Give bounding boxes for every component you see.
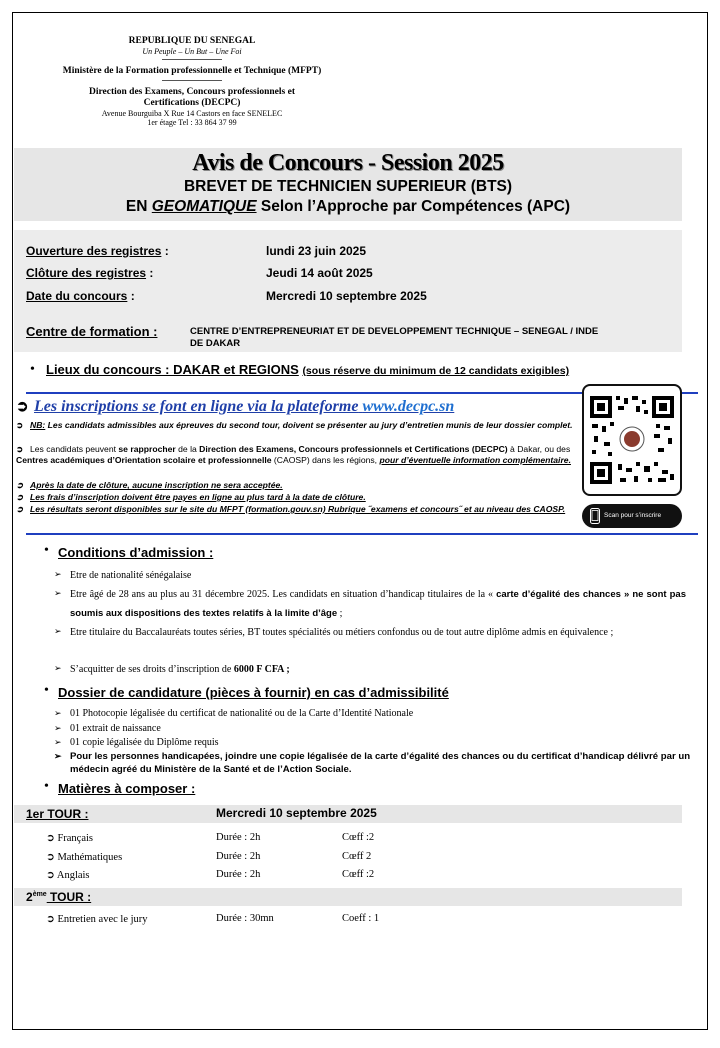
lieux-label: Lieux du concours : DAKAR et REGIONS <box>46 362 299 377</box>
conditions-title: Conditions d’admission : <box>58 545 214 560</box>
tour-1-date: Mercredi 10 septembre 2025 <box>216 806 377 820</box>
subject-coeff: Cœff 2 <box>342 851 372 862</box>
condition-item: ➢ S’acquitter de ses droits d’inscription de 6000 F CFA ; <box>54 663 290 675</box>
date-value-opening: lundi 23 juin 2025 <box>266 244 367 258</box>
nb-note: ➲ NB: Les candidats admissibles aux épreuves du second tour, doivent se présenter au jury d’entretien munis de leur dossier complet. <box>16 420 573 430</box>
republic-name: REPUBLIQUE DU SENEGAL <box>128 36 256 46</box>
qr-code-icon <box>584 386 680 494</box>
tour-1-label: 1er TOUR : <box>26 807 89 821</box>
dossier-item: ➢ Pour les personnes handicapées, joindre une copie légalisée de la carte d’égalité des chances ou du certificat d’handicap délivré par un médecin agréé du Ministère de la Santé et de l’Action Sociale. <box>54 751 691 776</box>
dossier-title: Dossier de candidature (pièces à fournir) en cas d’admissibilité <box>58 685 449 700</box>
centre-box <box>14 310 682 352</box>
tour-2-row <box>14 888 682 906</box>
after-close-note: ➲ Après la date de clôture, aucune inscription ne sera acceptée. <box>16 480 283 490</box>
scan-to-register-badge[interactable] <box>582 504 682 528</box>
title-box <box>14 148 682 221</box>
date-label-closing: Clôture des registres : <box>26 266 154 280</box>
scan-label: Scan pour s’inscrire <box>604 512 662 519</box>
date-value-exam: Mercredi 10 septembre 2025 <box>266 289 427 303</box>
direction-phone: 1er étage Tel : 33 864 37 99 <box>147 118 237 128</box>
phone-icon <box>590 508 600 524</box>
qr-code[interactable] <box>582 384 682 496</box>
condition-item: ➢ Etre de nationalité sénégalaise <box>54 569 192 581</box>
header-divider <box>162 59 222 60</box>
bullet-icon: • <box>30 362 35 377</box>
page-title: Avis de Concours - Session 2025 <box>192 150 504 176</box>
subject-coeff: Cœff :2 <box>342 869 375 880</box>
date-label-opening: Ouverture des registres : <box>26 244 169 258</box>
subject-duration: Durée : 2h <box>216 869 261 880</box>
results-note: ➲ Les résultats seront disponibles sur le site du MFPT (formation.gouv.sn) Rubrique ˝examens et concours˝ et au niveau des CAOSP. <box>16 504 566 514</box>
dossier-item: ➢ 01 extrait de naissance <box>54 723 161 734</box>
header-divider <box>162 80 222 81</box>
subject-coeff: Cœff :2 <box>342 832 375 843</box>
direction-address: Avenue Bourguiba X Rue 14 Castors en face SENELEC <box>101 108 283 118</box>
subject-duration: Durée : 30mn <box>216 913 274 924</box>
bullet-icon: • <box>44 779 49 794</box>
subject-coeff: Coeff : 1 <box>342 913 380 924</box>
subject-name: ➲ Entretien avec le jury <box>46 914 148 925</box>
ministry-name: Ministère de la Formation professionnelle et Technique (MFPT) <box>62 66 322 77</box>
matieres-title: Matières à composer : <box>58 781 196 796</box>
tour-1-row <box>14 805 682 823</box>
bullet-icon: • <box>44 543 49 558</box>
condition-item: ➢ Etre titulaire du Baccalauréats toutes séries, BT toutes spécialités ou métiers confondus ou de tout autre diplôme admis en équivalence ; <box>54 626 614 638</box>
bts-line-2-suffix: Selon l’Approche par Compétences (APC) <box>260 198 571 216</box>
dossier-item: ➢ 01 copie légalisée du Diplôme requis <box>54 737 219 748</box>
bts-line-2-prefix: EN <box>125 198 148 216</box>
condition-item: ➢ Etre âgé de 28 ans au plus au 31 décembre 2025. Les candidats en situation d’handicap titulaires de la « carte d’égalité des chances » ne sont pas soumis aux dispositions des textes relatifs à la limite d’âge ; <box>54 588 686 620</box>
date-label-exam: Date du concours : <box>26 289 135 303</box>
header-block <box>62 36 322 127</box>
tour-2-label: 2ème TOUR : <box>26 890 92 904</box>
contact-note: ➲ Les candidats peuvent se rapprocher de la Direction des Examens, Concours professionnels et Certifications (DECPC) à Dakar, ou des Centres académiques d’Orientation scolaire et professionnelle (CAOSP) dans les régions, pour d’éventuelle information complémentaire. <box>16 444 571 465</box>
fees-note: ➲ Les frais d’inscription doivent être payes en ligne au plus tard à la date de clôture. <box>16 492 366 502</box>
subject-duration: Durée : 2h <box>216 851 261 862</box>
direction-name: Direction des Examens, Concours professionnels et Certifications (DECPC) <box>88 87 295 108</box>
platform-link[interactable]: www.decpc.sn <box>362 398 455 415</box>
subject-duration: Durée : 2h <box>216 832 261 843</box>
inscriptions-title: Les inscriptions se font en ligne via la plateforme www.decpc.sn <box>34 398 455 415</box>
national-motto: Un Peuple – Un But – Une Foi <box>142 46 242 56</box>
lieux-line <box>46 362 569 377</box>
date-value-closing: Jeudi 14 août 2025 <box>266 266 373 280</box>
centre-label: Centre de formation : <box>26 324 158 339</box>
dates-box <box>14 230 682 310</box>
lieux-note: (sous réserve du minimum de 12 candidats exigibles) <box>302 365 570 377</box>
section-divider <box>26 533 698 535</box>
centre-value: CENTRE D’ENTREPRENEURIAT ET DE DEVELOPPEMENT TECHNIQUE – SENEGAL / INDE DE DAKAR <box>190 326 599 350</box>
bts-line-1: BREVET DE TECHNICIEN SUPERIEUR (BTS) <box>183 178 513 195</box>
bts-title <box>14 177 682 221</box>
subject-name: ➲ Anglais <box>46 870 90 881</box>
bullet-icon: • <box>44 683 49 698</box>
arrow-icon: ➲ <box>16 399 29 415</box>
subject-name: ➲ Français <box>46 833 94 844</box>
subject-name: ➲ Mathématiques <box>46 852 123 863</box>
bts-field: GEOMATIQUE <box>151 198 257 216</box>
bts-line-2 <box>14 197 682 217</box>
dossier-item: ➢ 01 Photocopie légalisée du certificat de nationalité ou de la Carte d’Identité Nationale <box>54 708 414 719</box>
